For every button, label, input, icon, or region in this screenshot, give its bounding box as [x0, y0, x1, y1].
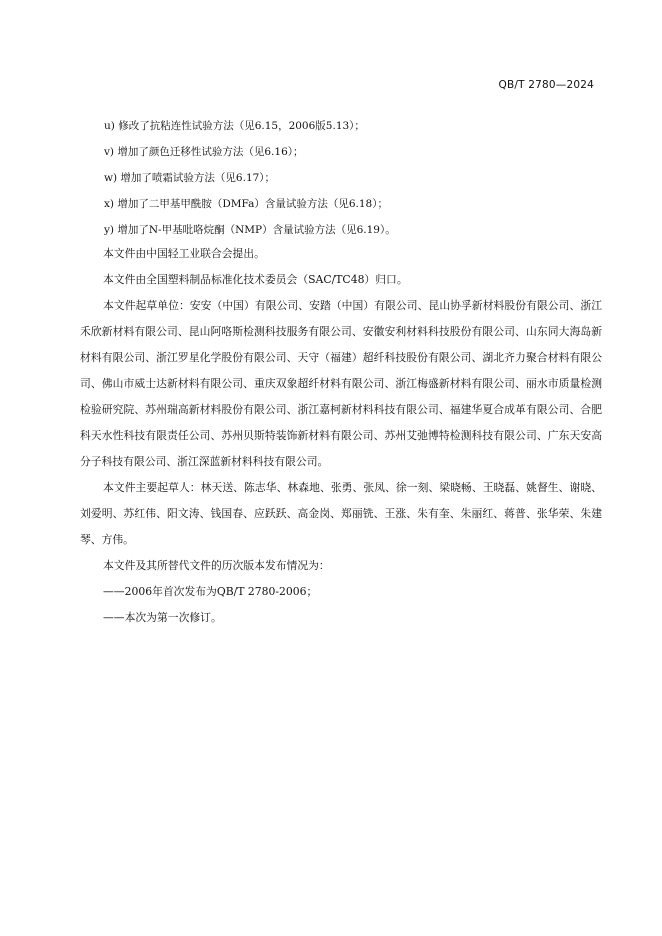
drafting-units-paragraph: 本文件起草单位：安安（中国）有限公司、安踏（中国）有限公司、昆山协孚新材料股份有限公司、浙江禾欣新材料有限公司、昆山阿咯斯检测科技服务有限公司、安徽安利材料科技股份有限公司、山东同大海岛新材料有限公司、浙江罗星化学股份有限公司、天守（福建）超纤科技股份有限公司、湖北齐力聚合材料有限公司、佛山市威士达新材料有限公司、重庆双象超纤材料有限公司、浙江梅盛新材料有限公司、丽水市质量检测检验研究院、苏州瑞高新材料股份有限公司、浙江嘉柯新材料科技有限公司、福建华夏合成革有限公司、合肥科天水性科技有限责任公司、苏州贝斯特装饰新材料有限公司、苏州艾弛博特检测科技有限公司、广东天安高分子科技有限公司、浙江深蓝新材料科技有限公司。: [80, 299, 602, 468]
drafters-paragraph: 本文件主要起草人：林天送、陈志华、林森地、张勇、张凤、徐一刻、梁晓畅、王晓磊、姚督生、谢晓、刘爱明、苏红伟、阳文涛、钱国春、应跃跃、高金岗、郑丽铣、王涨、朱有奎、朱丽红、蒋普、张华荣、朱建琴、方伟。: [80, 481, 602, 546]
change-item-v: v) 增加了颜色迁移性试验方法（见6.16）；: [104, 146, 304, 158]
proposer-paragraph: 本文件由中国轻工业联合会提出。: [103, 247, 265, 260]
history-item-2: ——本次为第一次修订。: [103, 611, 222, 624]
document-code: QB/T 2780—2024: [498, 79, 594, 91]
history-intro: 本文件及其所替代文件的历次版本发布情况为：: [103, 559, 330, 572]
change-item-x: x) 增加了二甲基甲酰胺（DMFa）含量试验方法（见6.18）；: [104, 198, 388, 210]
centralizer-paragraph: 本文件由全国塑料制品标准化技术委员会（SAC/TC48）归口。: [103, 273, 408, 286]
changes-list: [104, 113, 604, 243]
change-item-u: u) 修改了抗粘连性试验方法（见6.15，2006版5.13）；: [104, 120, 365, 132]
foreword-body: [80, 241, 602, 631]
history-item-1: ——2006年首次发布为QB/T 2780-2006；: [103, 585, 318, 598]
change-item-w: w) 增加了喷霜试验方法（见6.17）；: [104, 172, 276, 184]
change-item-y: y) 增加了N-甲基吡咯烷酮（NMP）含量试验方法（见6.19）。: [104, 224, 396, 236]
